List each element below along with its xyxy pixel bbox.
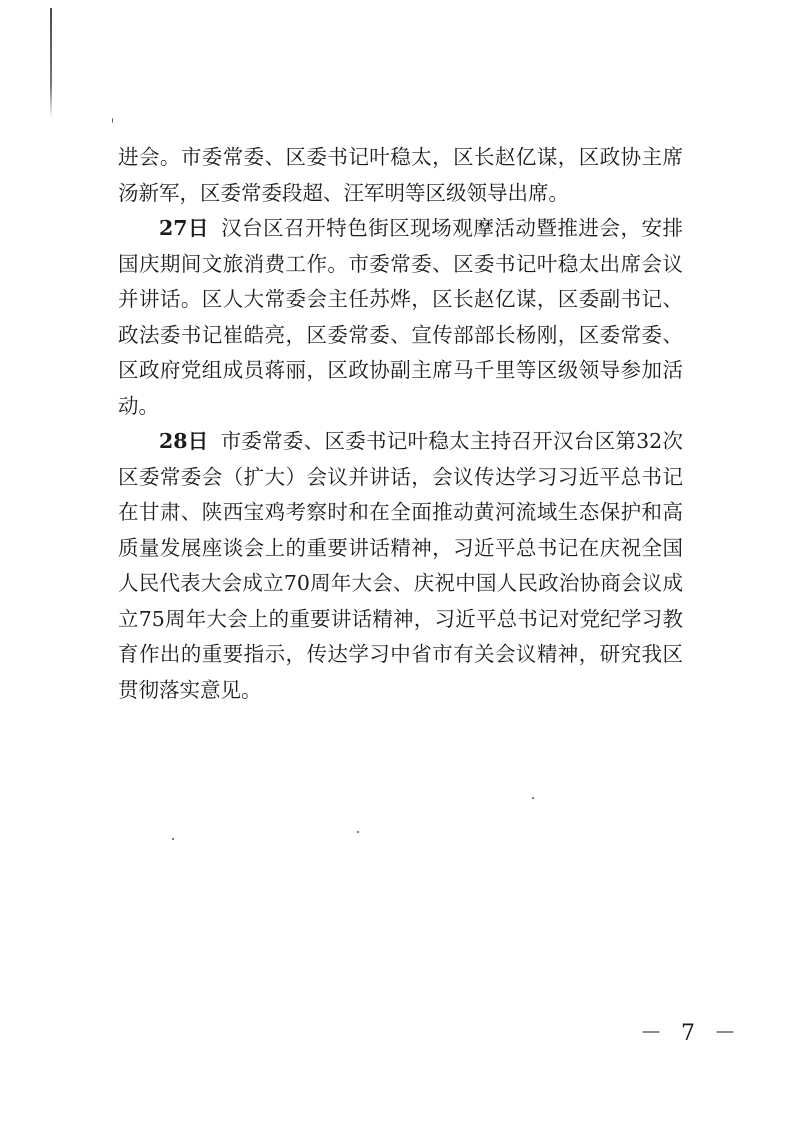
scan-edge-line	[50, 8, 52, 118]
paragraph-28th-text: 市委常委、区委书记叶稳太主持召开汉台区第32次区委常委会（扩大）会议并讲话，会议传达学习习近平总书记在甘肃、陕西宝鸡考察时和在全面推动黄河流域生态保护和高质量发展座谈会上的重要讲话精神，习近平总书记在庆祝全国人民代表大会成立70周年大会、庆祝中国人民政治协商会议成立75周年大会上的重要讲话精神，习近平总书记对党纪学习教育作出的重要指示，传达学习中省市有关会议精神，研究我区贯彻落实意见。	[118, 429, 683, 702]
scan-speck	[532, 797, 534, 799]
scan-speck	[172, 838, 174, 840]
date-label-27: 27日	[159, 216, 210, 240]
paragraph-28th	[118, 424, 683, 708]
body-text	[118, 140, 683, 708]
paragraph-27th-text: 汉台区召开特色街区现场观摩活动暨推进会，安排国庆期间文旅消费工作。市委常委、区委书记叶稳太出席会议并讲话。区人大常委会主任苏烨，区长赵亿谋，区委副书记、政法委书记崔皓亮，区委常委、宣传部部长杨刚，区委常委、区政府党组成员蒋丽，区政协副主席马千里等区级领导参加活动。	[118, 216, 684, 418]
date-label-28: 28日	[159, 429, 209, 453]
paragraph-continuation: 进会。市委常委、区委书记叶稳太，区长赵亿谋，区政协主席汤新军，区委常委段超、汪军明等区级领导出席。	[118, 145, 683, 205]
page-number: － 7 －	[640, 1021, 742, 1046]
paragraph-27th	[118, 211, 683, 424]
scan-speck	[112, 118, 113, 123]
scan-speck	[357, 831, 359, 833]
